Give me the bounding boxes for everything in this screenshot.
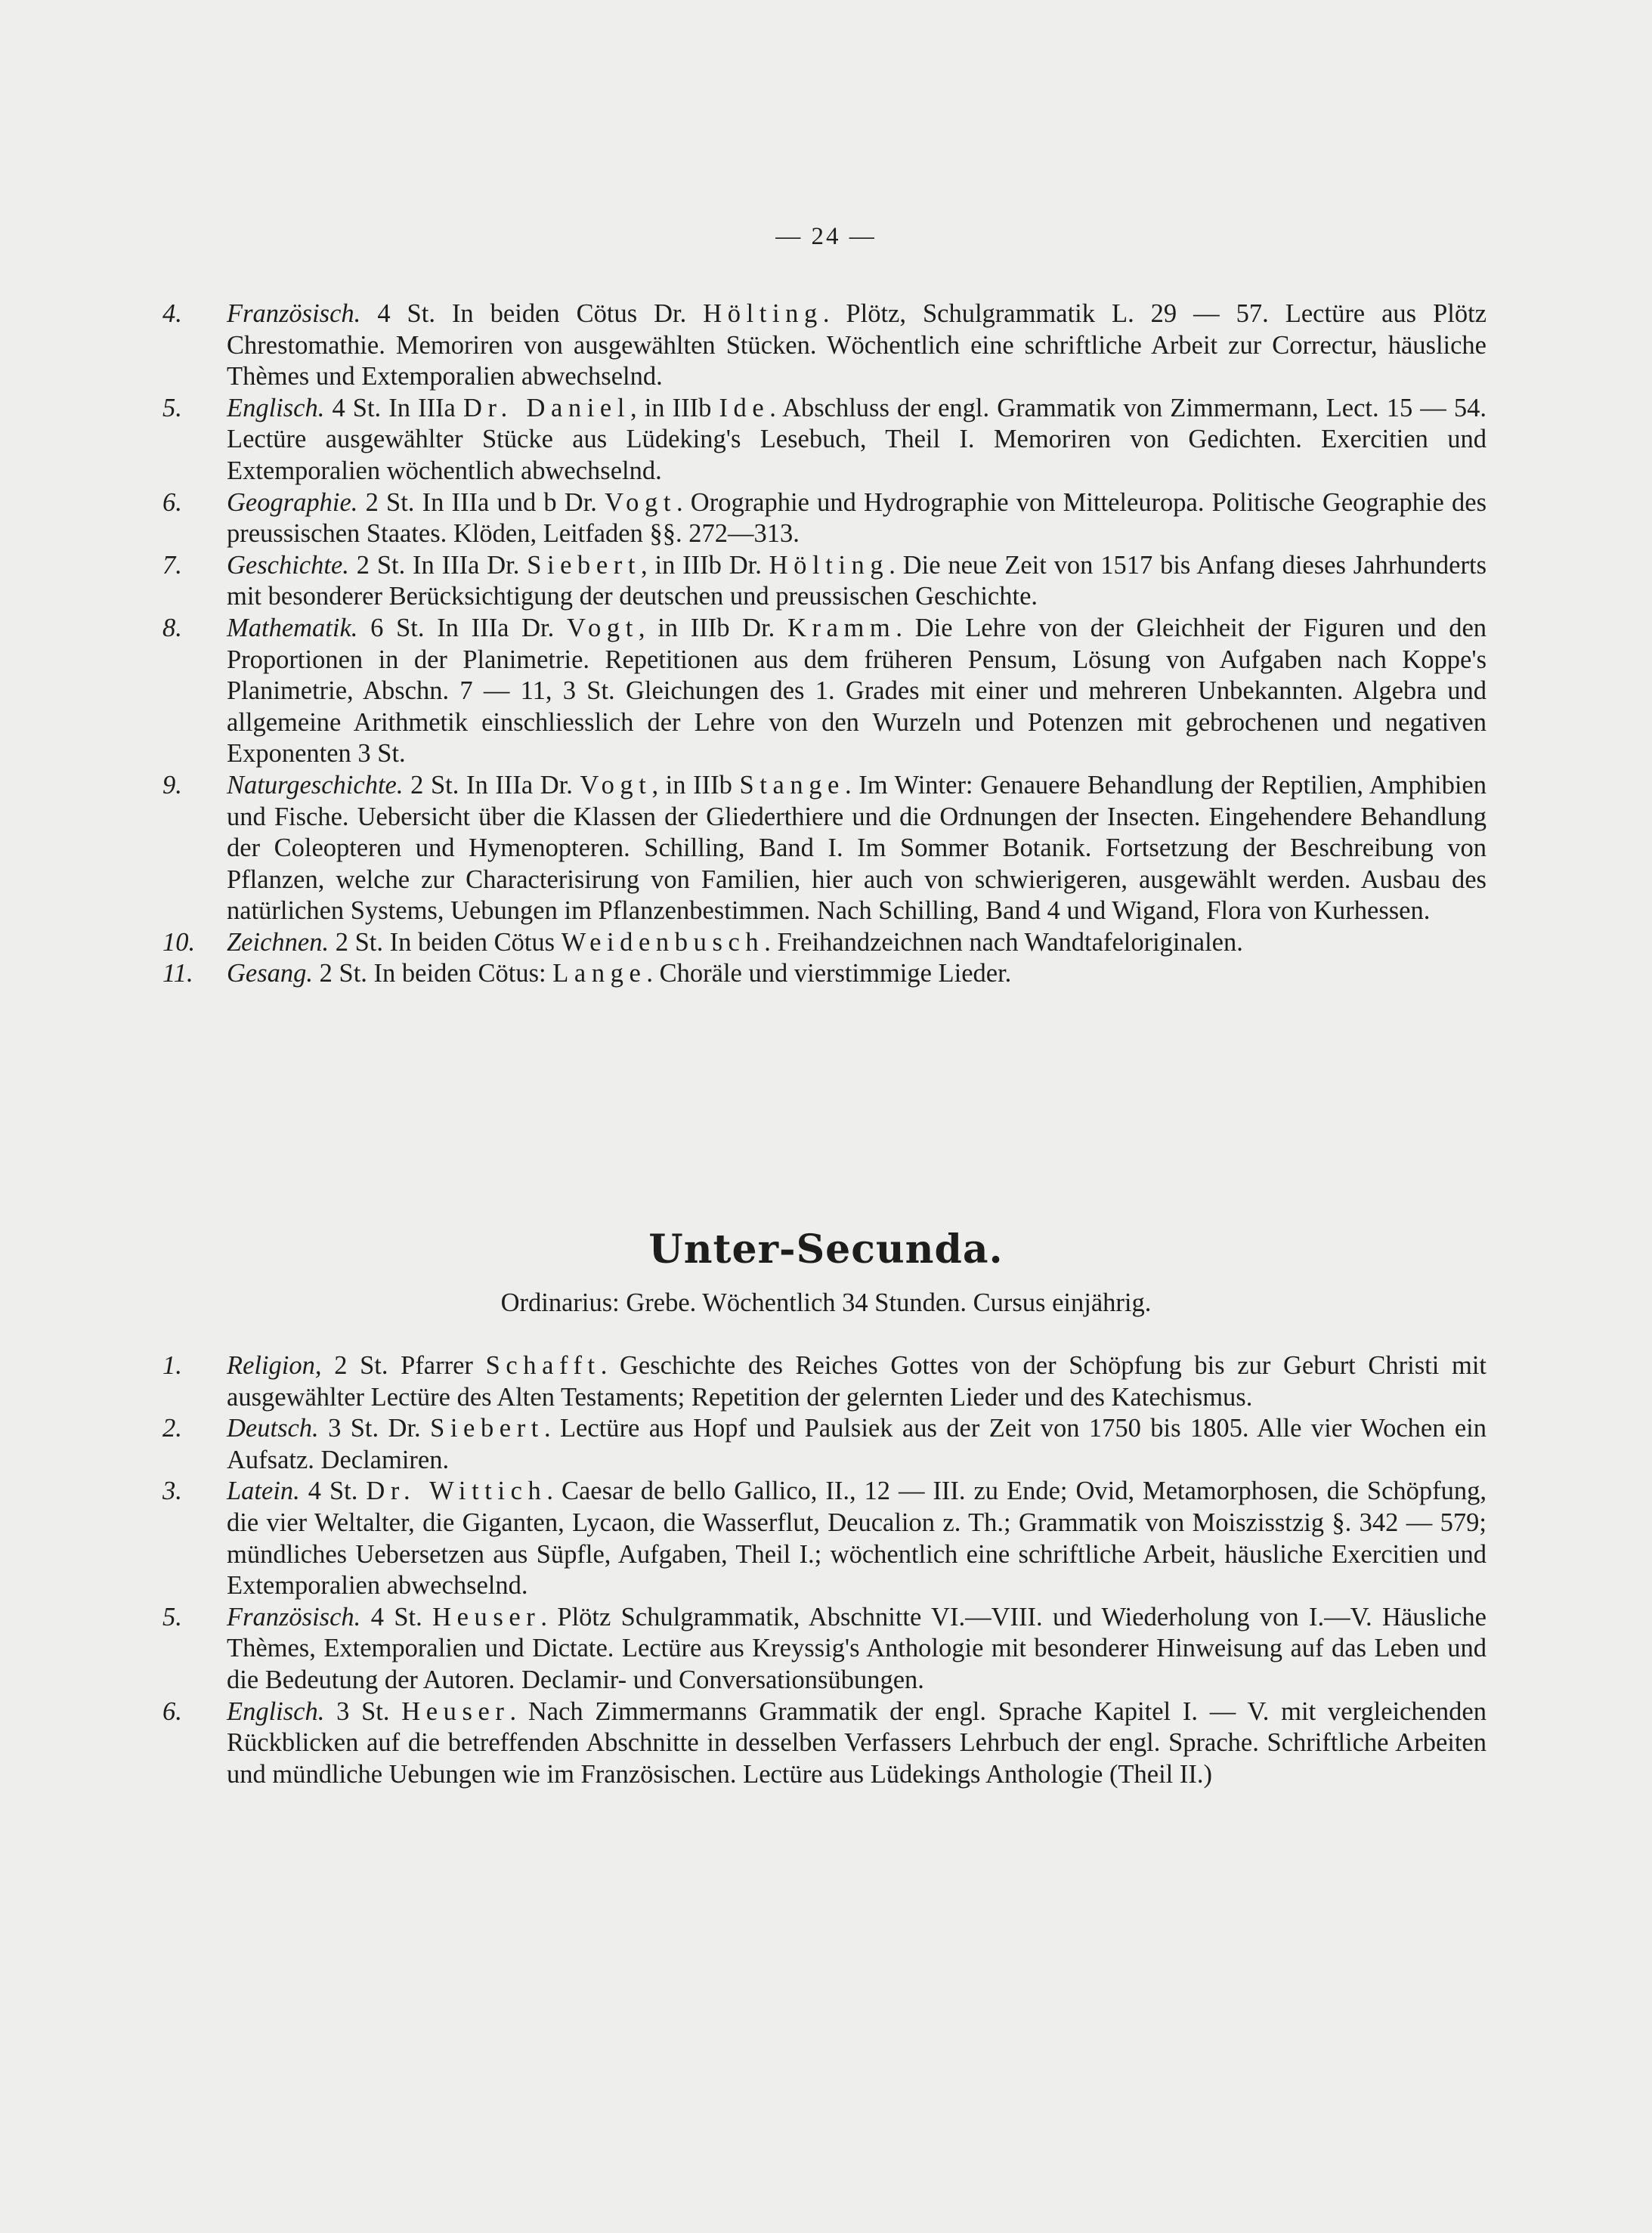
subject-name: Englisch. [227,1696,325,1726]
teacher-name: Weidenbusch [561,927,765,957]
entry-number: 7. [162,550,182,580]
entry-text: , in IIIb [651,770,740,799]
entry-number: 6. [162,487,182,517]
entry-text: . Caesar de bello Gallico, II., 12 — III. zu Ende; Ovid, Metamorphosen, die Schöpfung, die vier Weltalter, die Giganten, Lycaon, die Wasserflut, Deucalion z. Th.; Grammatik von Moiszisstzig §. 342 — 579; mündliches Uebersetzen aus Süpfle, Aufgaben, Theil I.; wöchentlich eine schriftliche Arbeit, häusliche Exercitien und Extemporalien abwechselnd. [227,1477,1487,1601]
subject-entry [162,298,1486,393]
entry-text: . Die Lehre von der Gleichheit der Figuren und den Proportionen in der Planimetrie. Repetitionen aus dem früheren Pensum, Lösung von Aufgaben nach Koppe's Planimetrie, Abschn. 7 — 11, 3 St. Gleichungen des 1. Grades mit einer und mehreren Unbekannten. Algebra und allgemeine Arithmetik einschliesslich der Lehre von den Wurzeln und Potenzen mit gebrochenen und negativen Exponenten 3 St. [227,613,1487,769]
entry-text: , in IIIb Dr. [641,550,769,580]
subject-name: Naturgeschichte. [227,770,404,799]
teacher-name: Vogt [566,613,639,642]
teacher-name: Vogt [580,770,652,799]
entry-text: 3 St. [336,1696,402,1726]
entry-number: 3. [162,1477,182,1506]
subject-entry [162,1476,1486,1601]
subject-entry [162,1413,1486,1476]
entry-text: 2 St. In IIIa Dr. [356,550,527,580]
entry-text: 4 St. In beiden Cötus Dr. [377,299,704,328]
entry-text: . Lectüre aus Hopf und Paulsiek aus der Zeit von 1750 bis 1805. Alle vier Wochen ein Aufsatz. Declamiren. [227,1414,1487,1474]
entry-text: 2 St. In IIIa Dr. [410,770,580,799]
teacher-name: Schafft [485,1351,601,1380]
teacher-name: Ide [719,393,770,422]
subject-name: Gesang. [227,959,314,988]
entry-text: . Orographie und Hydrographie von Mitteleuropa. Politische Geographie des preussischen Staates. Klöden, Leitfaden §§. 272—313. [227,487,1486,549]
teacher-name: Siebert [527,550,642,580]
entry-text: 2 St. In IIIa und b Dr. [365,487,605,517]
section-untersecunda-subjects [162,1350,1486,1790]
section-subheading: Ordinarius: Grebe. Wöchentlich 34 Stunden. Cursus einjährig. [500,1288,1152,1317]
teacher-name: Heuser [401,1696,510,1726]
subject-name: Religion, [227,1351,322,1380]
teacher-name: Stange [739,770,845,799]
subject-entry [162,487,1486,550]
teacher-name: Kramm [787,613,896,642]
teacher-name: Dr. Daniel [462,393,631,422]
entry-text: . Abschluss der engl. Grammatik von Zimmermann, Lect. 15 — 54. Lectüre ausgewählter Stücke aus Lüdeking's Lesebuch, Theil I. Memoriren von Gedichten. Exercitien und Extemporalien wöchentlich abwechselnd. [227,393,1487,485]
teacher-name: Hölting [769,550,889,580]
entry-text: . Freihandzeichnen nach Wandtafeloriginalen. [764,927,1243,957]
entry-number: 4. [162,299,182,328]
teacher-name: Dr. Wittich [366,1477,547,1506]
teacher-name: Heuser [432,1602,541,1631]
teacher-name: Siebert [430,1414,544,1443]
entry-text: , in IIIb [630,393,719,422]
subject-entry [162,1696,1486,1791]
section-obertertia-subjects [162,298,1486,990]
entry-number: 5. [162,393,182,422]
entry-number: 10. [162,927,196,957]
entry-number: 2. [162,1414,182,1443]
teacher-name: Hölting [703,299,823,328]
entry-text: 2 St. Pfarrer [334,1351,486,1380]
entry-number: 9. [162,770,182,799]
entry-text: . Choräle und vierstimmige Lieder. [646,959,1012,988]
entry-text: 2 St. In beiden Cötus: [319,959,553,988]
subject-name: Geschichte. [227,550,349,580]
subject-entry [162,1602,1486,1696]
teacher-name: Lange [552,959,647,988]
entry-text: . Die neue Zeit von 1517 bis Anfang dieses Jahrhunderts mit besonderer Berücksichtigung der deutschen und preussischen Geschichte. [227,550,1486,611]
entry-text: . Nach Zimmermanns Grammatik der engl. Sprache Kapitel I. — V. mit vergleichenden Rückblicken auf die betreffenden Abschnitte in desselben Verfassers Lehrbuch der engl. Sprache. Schriftliche Arbeiten und mündliche Uebungen wie im Französischen. Lectüre aus Lüdekings Anthologie (Theil II.) [227,1696,1486,1789]
entry-text: . Im Winter: Genauere Behandlung der Reptilien, Amphibien und Fische. Uebersicht über die Klassen der Gliederthiere und die Ordnungen der Insecten. Eingehendere Behandlung der Coleopteren und Hymenopteren. Schilling, Band I. Im Sommer Botanik. Fortsetzung der Beschreibung von Pflanzen, welche zur Characterisirung von Familien, hier auch von schwierigeren, ausgewählt werden. Ausbau des natürlichen Systems, Uebungen im Pflanzenbestimmen. Nach Schilling, Band 4 und Wigand, Flora von Kurhessen. [227,770,1486,926]
entry-text: 4 St. In IIIa [332,393,463,422]
subject-name: Geographie. [227,487,358,517]
entry-text: 6 St. In IIIa Dr. [370,613,567,642]
subject-name: Deutsch. [227,1414,319,1443]
subject-entry [162,393,1486,487]
subject-name: Englisch. [227,393,325,422]
subject-name: Französisch. [227,299,361,328]
entry-text: . Plötz Schulgrammatik, Abschnitte VI.—VIII. und Wiederholung von I.—V. Häusliche Thèmes, Extemporalien und Dictate. Lectüre aus Kreyssig's Anthologie mit besonderer Hinweisung auf das Leben und die Bedeutung der Autoren. Declamir- und Conversationsübungen. [227,1602,1486,1694]
subject-entry [162,927,1486,959]
entry-text: 3 St. Dr. [328,1414,431,1443]
section-heading: Unter-Secunda. [648,1226,1004,1273]
subject-name: Zeichnen. [227,927,329,957]
entry-number: 11. [162,959,193,988]
subject-entry [162,1350,1486,1413]
entry-text: 4 St. [308,1477,367,1506]
teacher-name: Vogt [605,487,676,517]
subject-entry [162,550,1486,613]
entry-text: . Geschichte des Reiches Gottes von der Schöpfung bis zur Geburt Christi mit ausgewählter Lectüre des Alten Testaments; Repetition der gelernten Lieder und des Katechismus. [227,1351,1486,1412]
entry-number: 6. [162,1696,182,1726]
subject-name: Französisch. [227,1602,361,1631]
subject-entry [162,958,1486,990]
entry-text: . Plötz, Schulgrammatik L. 29 — 57. Lectüre aus Plötz Chrestomathie. Memoriren von ausgewählten Stücken. Wöchentlich eine schriftliche Arbeit zur Correctur, häusliche Thèmes und Extemporalien abwechselnd. [227,299,1487,391]
entry-number: 1. [162,1351,182,1380]
page-number: — 24 — [775,223,877,250]
entry-text: 4 St. [370,1602,433,1631]
entry-text: 2 St. In beiden Cötus [335,927,561,957]
entry-number: 5. [162,1602,182,1631]
subject-entry [162,613,1486,770]
subject-name: Mathematik. [227,613,358,642]
entry-number: 8. [162,613,182,642]
subject-entry [162,770,1486,927]
entry-text: , in IIIb Dr. [638,613,788,642]
subject-name: Latein. [227,1477,300,1506]
